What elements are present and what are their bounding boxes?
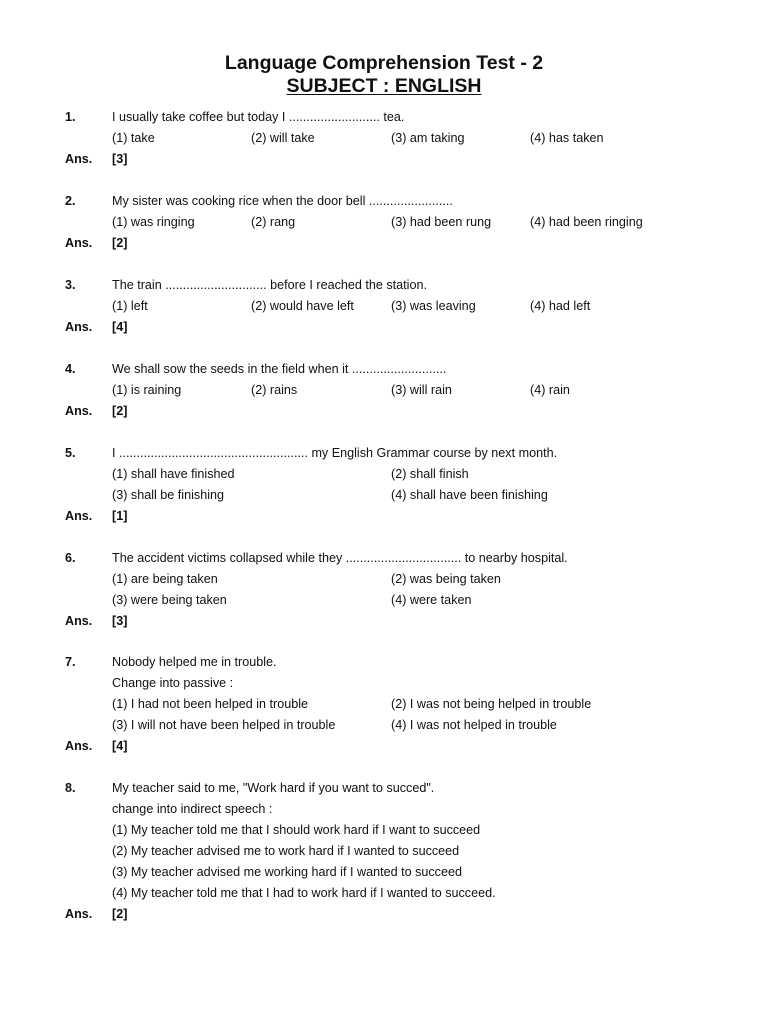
option-3: (3) will rain (391, 383, 452, 397)
option-1: (1) are being taken (112, 572, 218, 586)
option-1: (1) My teacher told me that I should work hard if I want to succeed (112, 823, 481, 837)
question-1 (0, 107, 768, 170)
question-text: The accident victims collapsed while they ................................. to nearby hospital. (112, 551, 568, 565)
question-text: Nobody helped me in trouble. (112, 655, 277, 669)
answer-value: [3] (112, 614, 128, 628)
option-2: (2) would have left (251, 299, 354, 313)
question-3 (0, 275, 768, 338)
option-1: (1) shall have finished (112, 467, 235, 481)
question-number: 2. (65, 194, 76, 208)
answer-label: Ans. (65, 404, 93, 418)
option-3: (3) shall be finishing (112, 488, 225, 502)
option-1: (1) was ringing (112, 215, 195, 229)
option-1: (1) is raining (112, 383, 182, 397)
option-2: (2) I was not being helped in trouble (391, 697, 592, 711)
question-4 (0, 359, 768, 422)
answer-label: Ans. (65, 614, 93, 628)
option-3: (3) had been rung (391, 215, 492, 229)
question-5 (0, 443, 768, 527)
option-4: (4) had been ringing (530, 215, 643, 229)
option-4: (4) shall have been finishing (391, 488, 548, 502)
question-8 (0, 778, 768, 925)
question-text: We shall sow the seeds in the field when it ........................... (112, 362, 447, 376)
option-2: (2) My teacher advised me to work hard if I wanted to succeed (112, 844, 460, 858)
option-4: (4) My teacher told me that I had to work hard if I wanted to succeed. (112, 886, 496, 900)
option-2: (2) rains (251, 383, 298, 397)
answer-value: [4] (112, 739, 128, 753)
option-2: (2) will take (251, 131, 315, 145)
option-4: (4) has taken (530, 131, 604, 145)
option-1: (1) I had not been helped in trouble (112, 697, 309, 711)
answer-value: [2] (112, 907, 128, 921)
answer-value: [2] (112, 404, 128, 418)
option-3: (3) were being taken (112, 593, 227, 607)
question-instruction: Change into passive : (112, 676, 234, 690)
option-4: (4) I was not helped in trouble (391, 718, 557, 732)
option-3: (3) was leaving (391, 299, 476, 313)
question-text: I usually take coffee but today I .......................... tea. (112, 110, 405, 124)
question-number: 4. (65, 362, 76, 376)
option-3: (3) am taking (391, 131, 465, 145)
option-4: (4) rain (530, 383, 570, 397)
option-2: (2) rang (251, 215, 296, 229)
answer-value: [4] (112, 320, 128, 334)
question-number: 5. (65, 446, 76, 460)
answer-label: Ans. (65, 236, 93, 250)
answer-label: Ans. (65, 739, 93, 753)
page-title: Language Comprehension Test - 2 (224, 52, 544, 74)
option-2: (2) shall finish (391, 467, 469, 481)
question-2 (0, 191, 768, 254)
option-3: (3) My teacher advised me working hard if I wanted to succeed (112, 865, 462, 879)
option-3: (3) I will not have been helped in trouble (112, 718, 336, 732)
subject-heading: SUBJECT : ENGLISH (286, 75, 482, 97)
question-number: 7. (65, 655, 76, 669)
answer-value: [2] (112, 236, 128, 250)
option-4: (4) had left (530, 299, 591, 313)
answer-label: Ans. (65, 320, 93, 334)
answer-value: [3] (112, 152, 128, 166)
option-1: (1) left (112, 299, 148, 313)
question-text: My teacher said to me, "Work hard if you want to succed". (112, 781, 435, 795)
question-instruction: change into indirect speech : (112, 802, 273, 816)
question-text: The train ............................. before I reached the station. (112, 278, 427, 292)
answer-value: [1] (112, 509, 128, 523)
answer-label: Ans. (65, 509, 93, 523)
option-1: (1) take (112, 131, 155, 145)
question-text: My sister was cooking rice when the door bell ........................ (112, 194, 453, 208)
question-number: 3. (65, 278, 76, 292)
question-text: I ...................................................... my English Grammar course by next month. (112, 446, 558, 460)
question-7 (0, 652, 768, 757)
answer-label: Ans. (65, 907, 93, 921)
question-number: 8. (65, 781, 76, 795)
question-number: 1. (65, 110, 76, 124)
question-number: 6. (65, 551, 76, 565)
question-6 (0, 548, 768, 632)
answer-label: Ans. (65, 152, 93, 166)
option-4: (4) were taken (391, 593, 472, 607)
option-2: (2) was being taken (391, 572, 501, 586)
